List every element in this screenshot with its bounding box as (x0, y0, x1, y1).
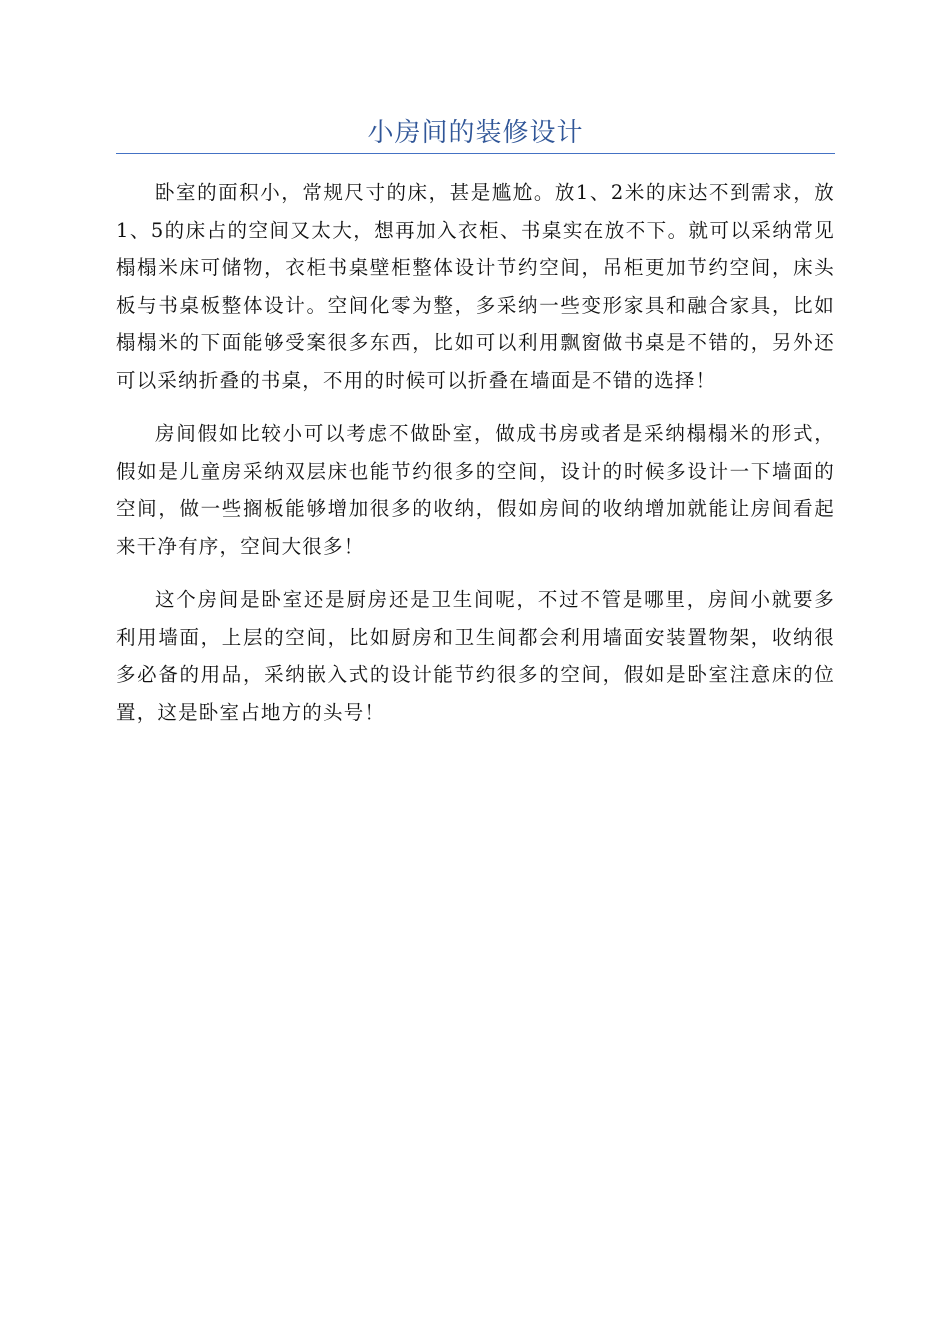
document-body (116, 174, 835, 747)
paragraph-2: 房间假如比较小可以考虑不做卧室，做成书房或者是采纳榻榻米的形式，假如是儿童房采纳双层床也能节约很多的空间，设计的时候多设计一下墙面的空间，做一些搁板能够增加很多的收纳，假如房间的收纳增加就能让房间看起来干净有序，空间大很多！ (116, 422, 835, 558)
paragraph-3: 这个房间是卧室还是厨房还是卫生间呢，不过不管是哪里，房间小就要多利用墙面，上层的空间，比如厨房和卫生间都会利用墙面安装置物架，收纳很多必备的用品，采纳嵌入式的设计能节约很多的空间，假如是卧室注意床的位置，这是卧室占地方的头号！ (116, 588, 835, 724)
document-title: 小房间的装修设计 (367, 118, 584, 148)
paragraph-1: 卧室的面积小，常规尺寸的床，甚是尴尬。放1、2米的床达不到需求，放1、5的床占的空间又太大，想再加入衣柜、书桌实在放不下。就可以采纳常见榻榻米床可储物，衣柜书桌壁柜整体设计节约空间，吊柜更加节约空间，床头板与书桌板整体设计。空间化零为整，多采纳一些变形家具和融合家具，比如榻榻米的下面能够受案很多东西，比如可以利用飘窗做书桌是不错的，另外还可以采纳折叠的书桌，不用的时候可以折叠在墙面是不错的选择！ (116, 181, 835, 392)
title-underline (116, 153, 835, 154)
